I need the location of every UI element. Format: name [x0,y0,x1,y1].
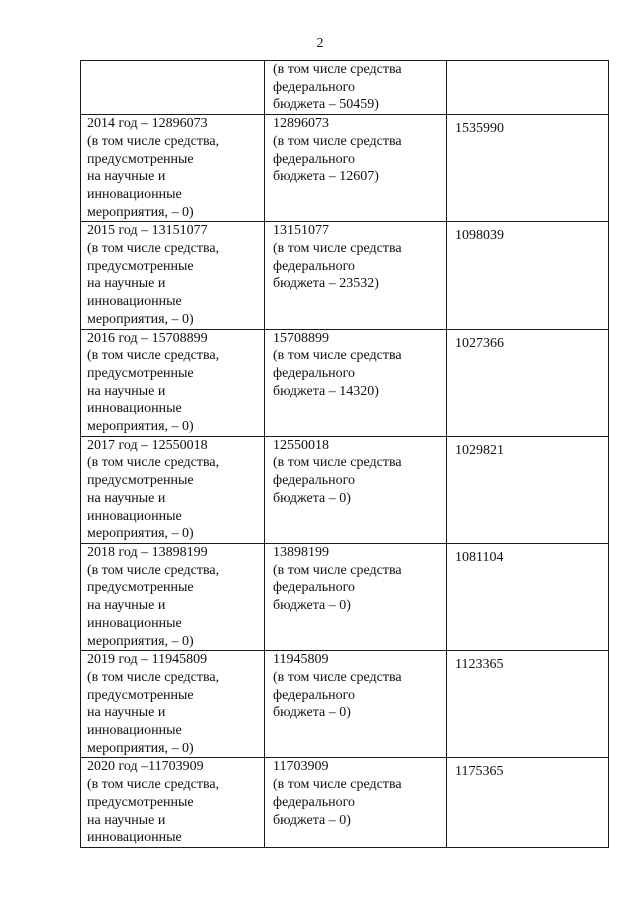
table-row [81,758,609,848]
extra-budget-cell: 1027366 [447,329,609,436]
extra-budget-cell [447,61,609,115]
extra-budget-cell: 1175365 [447,758,609,848]
regional-budget-cell: 12550018 (в том числе средства федерального бюджета – 0) [265,436,447,543]
extra-budget-cell: 1535990 [447,115,609,222]
extra-budget-cell: 1098039 [447,222,609,329]
table-row [81,651,609,758]
year-total-cell: 2018 год – 13898199 (в том числе средства, предусмотренные на научные и инновационные мероприятия, – 0) [81,543,265,650]
table-row [81,115,609,222]
regional-budget-cell: 11703909 (в том числе средства федерального бюджета – 0) [265,758,447,848]
table-row [81,61,609,115]
regional-budget-cell: (в том числе средства федерального бюджета – 50459) [265,61,447,115]
table-row [81,222,609,329]
table-row [81,436,609,543]
year-total-cell [81,61,265,115]
year-total-cell: 2015 год – 13151077 (в том числе средства, предусмотренные на научные и инновационные мероприятия, – 0) [81,222,265,329]
regional-budget-cell: 11945809 (в том числе средства федерального бюджета – 0) [265,651,447,758]
extra-budget-cell: 1081104 [447,543,609,650]
extra-budget-cell: 1123365 [447,651,609,758]
regional-budget-cell: 12896073 (в том числе средства федерального бюджета – 12607) [265,115,447,222]
year-total-cell: 2017 год – 12550018 (в том числе средства, предусмотренные на научные и инновационные мероприятия, – 0) [81,436,265,543]
budget-table [80,60,609,848]
regional-budget-cell: 15708899 (в том числе средства федерального бюджета – 14320) [265,329,447,436]
year-total-cell: 2019 год – 11945809 (в том числе средства, предусмотренные на научные и инновационные мероприятия, – 0) [81,651,265,758]
table-row [81,329,609,436]
year-total-cell: 2014 год – 12896073 (в том числе средства, предусмотренные на научные и инновационные мероприятия, – 0) [81,115,265,222]
table-row [81,543,609,650]
year-total-cell: 2020 год –11703909 (в том числе средства, предусмотренные на научные и инновационные [81,758,265,848]
page-number: 2 [316,36,324,51]
regional-budget-cell: 13898199 (в том числе средства федерального бюджета – 0) [265,543,447,650]
regional-budget-cell: 13151077 (в том числе средства федерального бюджета – 23532) [265,222,447,329]
year-total-cell: 2016 год – 15708899 (в том числе средства, предусмотренные на научные и инновационные мероприятия, – 0) [81,329,265,436]
extra-budget-cell: 1029821 [447,436,609,543]
